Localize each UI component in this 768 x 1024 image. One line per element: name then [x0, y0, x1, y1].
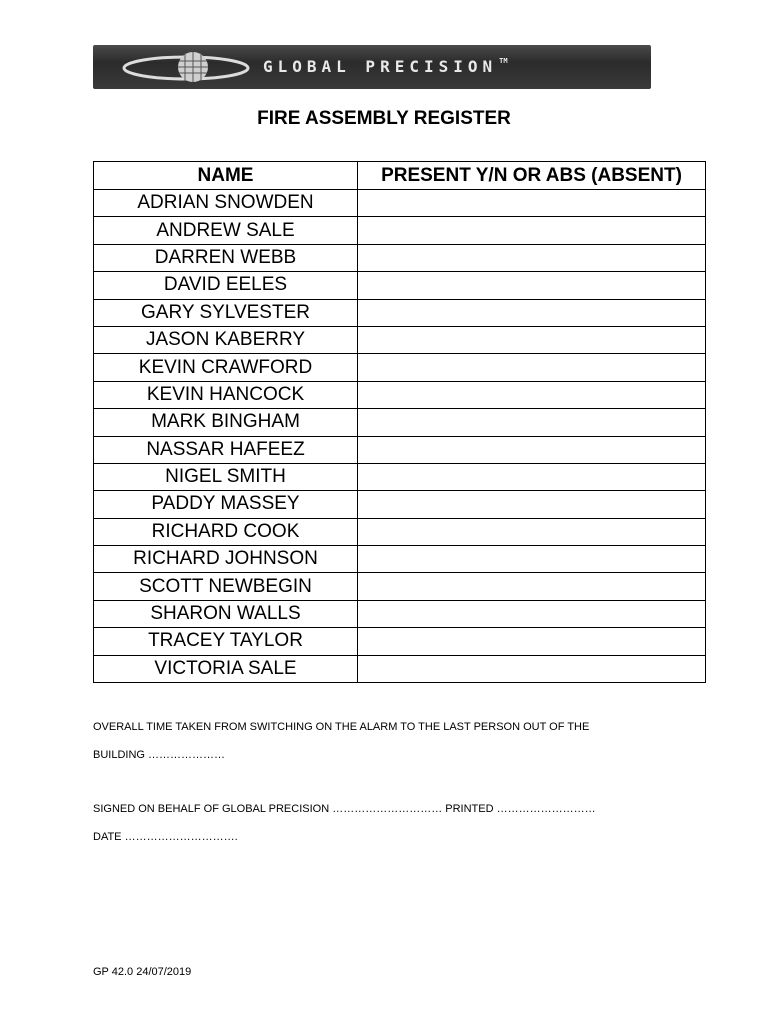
row-name-cell: ANDREW SALE — [94, 217, 358, 244]
row-present-cell[interactable] — [358, 326, 706, 353]
table-row — [94, 244, 706, 271]
table-row — [94, 546, 706, 573]
row-present-cell[interactable] — [358, 655, 706, 682]
row-name-cell: NIGEL SMITH — [94, 463, 358, 490]
row-present-cell[interactable] — [358, 491, 706, 518]
row-name-cell: KEVIN HANCOCK — [94, 381, 358, 408]
table-row — [94, 518, 706, 545]
row-present-cell[interactable] — [358, 354, 706, 381]
table-row — [94, 491, 706, 518]
table-row — [94, 326, 706, 353]
time-taken-label: OVERALL TIME TAKEN FROM SWITCHING ON THE ALARM TO THE LAST PERSON OUT OF THE — [93, 721, 590, 733]
table-row — [94, 381, 706, 408]
row-present-cell[interactable] — [358, 244, 706, 271]
row-name-cell: TRACEY TAYLOR — [94, 628, 358, 655]
table-row — [94, 436, 706, 463]
row-present-cell[interactable] — [358, 299, 706, 326]
table-row — [94, 217, 706, 244]
row-name-cell: SHARON WALLS — [94, 600, 358, 627]
row-present-cell[interactable] — [358, 518, 706, 545]
row-present-cell[interactable] — [358, 463, 706, 490]
row-name-cell: DARREN WEBB — [94, 244, 358, 271]
row-name-cell: GARY SYLVESTER — [94, 299, 358, 326]
column-header-present: PRESENT Y/N OR ABS (ABSENT) — [358, 162, 706, 190]
row-name-cell: PADDY MASSEY — [94, 491, 358, 518]
table-row — [94, 573, 706, 600]
row-name-cell: MARK BINGHAM — [94, 409, 358, 436]
row-present-cell[interactable] — [358, 628, 706, 655]
table-row — [94, 299, 706, 326]
signed-printed-field: SIGNED ON BEHALF OF GLOBAL PRECISION ………………………… PRINTED ……………………… — [93, 803, 596, 815]
table-row — [94, 463, 706, 490]
company-logo-banner — [93, 45, 651, 89]
row-present-cell[interactable] — [358, 546, 706, 573]
row-name-cell: KEVIN CRAWFORD — [94, 354, 358, 381]
row-present-cell[interactable] — [358, 409, 706, 436]
row-name-cell: VICTORIA SALE — [94, 655, 358, 682]
time-taken-field: BUILDING ………………… — [93, 749, 226, 761]
trademark-mark: TM — [499, 57, 508, 65]
row-present-cell[interactable] — [358, 573, 706, 600]
row-present-cell[interactable] — [358, 381, 706, 408]
table-row — [94, 272, 706, 299]
table-row — [94, 628, 706, 655]
row-name-cell: RICHARD COOK — [94, 518, 358, 545]
table-row — [94, 409, 706, 436]
row-name-cell: SCOTT NEWBEGIN — [94, 573, 358, 600]
row-present-cell[interactable] — [358, 436, 706, 463]
row-name-cell: DAVID EELES — [94, 272, 358, 299]
row-present-cell[interactable] — [358, 217, 706, 244]
row-name-cell: NASSAR HAFEEZ — [94, 436, 358, 463]
row-name-cell: RICHARD JOHNSON — [94, 546, 358, 573]
row-name-cell: ADRIAN SNOWDEN — [94, 190, 358, 217]
date-field: DATE …………………………. — [93, 831, 238, 843]
row-present-cell[interactable] — [358, 600, 706, 627]
column-header-name: NAME — [94, 162, 358, 190]
table-row — [94, 600, 706, 627]
row-name-cell: JASON KABERRY — [94, 326, 358, 353]
brand-name: GLOBAL PRECISION ™ — [263, 57, 508, 76]
register-table — [93, 161, 706, 683]
table-row — [94, 655, 706, 682]
row-present-cell[interactable] — [358, 190, 706, 217]
document-reference: GP 42.0 24/07/2019 — [93, 966, 192, 978]
row-present-cell[interactable] — [358, 272, 706, 299]
table-row — [94, 354, 706, 381]
table-header-row — [94, 162, 706, 190]
globe-logo-icon — [121, 49, 251, 85]
table-row — [94, 190, 706, 217]
document-title: FIRE ASSEMBLY REGISTER — [257, 108, 511, 129]
